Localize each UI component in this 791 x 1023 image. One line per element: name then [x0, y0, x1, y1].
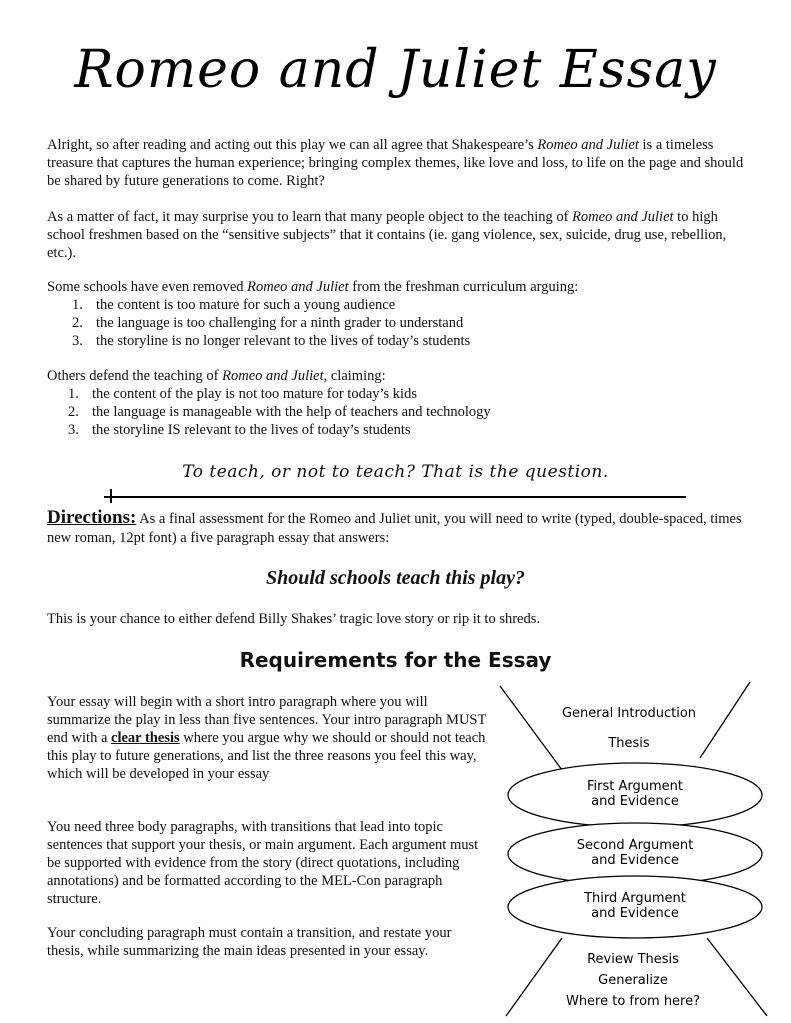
- list-item: [72, 314, 470, 332]
- list-number: 3.: [72, 333, 83, 349]
- essay-question: Should schools teach this play?: [266, 567, 525, 589]
- directions-label: Directions:: [47, 507, 137, 528]
- funnel-left-line: [500, 686, 562, 770]
- funnel-bottom-right-line: [707, 938, 767, 1016]
- divider-tick: [110, 489, 112, 503]
- list-text: the language is too challenging for a ninth grader to understand: [96, 315, 464, 331]
- page-title: Romeo and Juliet Essay: [74, 40, 717, 100]
- text-run: where you argue why we should or should not teach this play to future generations, and list the three reasons you feel this way, which will be developed in your essay: [47, 730, 486, 782]
- diagram-generalize-label: Generalize: [598, 973, 668, 988]
- list-number: 3.: [68, 422, 79, 438]
- text-run: Some schools have even removed: [47, 279, 248, 295]
- diagram-arg3-label: Third Argument: [584, 891, 686, 906]
- requirements-body-paragraph: You need three body paragraphs, with transitions that lead into topic sentences that support your thesis, or main argument. Each argument must be supported with evidence from the story (direct quotations, including annotations) and be formatted according to the MEL-Con paragraph structure.: [47, 819, 479, 907]
- list-text: the content is too mature for such a young audience: [96, 297, 396, 313]
- text-run: Others defend the teaching of: [47, 368, 223, 384]
- diagram-review-label: Review Thesis: [587, 952, 679, 967]
- play-title: Romeo and Juliet: [572, 209, 674, 225]
- diagram-arg1-label: First Argument: [587, 779, 683, 794]
- text-run: Alright, so after reading and acting out this play we can all agree that Shakespeare’s: [47, 137, 538, 153]
- text-run: As a matter of fact, it may surprise you to learn that many people object to the teaching of: [47, 209, 573, 225]
- defend-list: [68, 385, 491, 439]
- directions-paragraph: [47, 508, 747, 548]
- list-number: 2.: [72, 315, 83, 331]
- play-title: Romeo and Juliet,: [222, 368, 328, 384]
- chance-paragraph: This is your chance to either defend Billy Shakes’ tragic love story or rip it to shreds.: [47, 611, 541, 627]
- funnel-bottom-left-line: [506, 938, 562, 1016]
- list-number: 1.: [68, 386, 79, 402]
- clear-thesis-emphasis: clear thesis: [111, 730, 180, 746]
- intro-paragraph-1: [47, 136, 747, 190]
- diagram-arg1-sublabel: and Evidence: [591, 794, 679, 809]
- funnel-right-line: [700, 682, 750, 758]
- list-number: 1.: [72, 297, 83, 313]
- essay-structure-diagram: [492, 678, 772, 1018]
- list-text: the language is manageable with the help of teachers and technology: [92, 404, 491, 420]
- text-run: Your essay will begin with a short intro paragraph where you will summarize the play in less than five sentences. Your intro paragraph MUST end with a: [47, 694, 487, 746]
- list-text: the storyline IS relevant to the lives of today’s students: [92, 422, 411, 438]
- requirements-heading: Requirements for the Essay: [239, 648, 552, 672]
- text-run: claiming:: [327, 368, 386, 384]
- text-run: is a timeless treasure that captures the human experience; bringing complex themes, like love and loss, to life on the page and should be shared by future generations to come. Right?: [47, 137, 744, 189]
- intro-paragraph-2: [47, 208, 747, 262]
- requirements-intro-paragraph: [47, 693, 487, 783]
- diagram-arg3-sublabel: and Evidence: [591, 906, 679, 921]
- tagline-quote: To teach, or not to teach? That is the question.: [182, 462, 609, 482]
- against-list: [72, 296, 470, 350]
- text-run: to high school freshmen based on the “sensitive subjects” that it contains (ie. gang violence, sex, suicide, drug use, rebellion, etc.).: [47, 209, 727, 261]
- list-item: [68, 403, 491, 421]
- list-item: [72, 296, 470, 314]
- list-item: [72, 332, 470, 350]
- divider-line: [104, 496, 686, 498]
- list-text: the content of the play is not too mature for today’s kids: [92, 386, 417, 402]
- diagram-thesis-label: Thesis: [608, 736, 650, 751]
- defend-paragraph: [47, 367, 747, 385]
- requirements-conclusion-paragraph: Your concluding paragraph must contain a transition, and restate your thesis, while summarizing the main ideas presented in your essay.: [47, 925, 452, 959]
- essay-structure-svg: [492, 678, 772, 1018]
- list-item: [68, 421, 491, 439]
- diagram-where-label: Where to from here?: [565, 994, 701, 1009]
- list-item: [68, 385, 491, 403]
- diagram-arg2-label: Second Argument: [576, 838, 694, 853]
- play-title: Romeo and Juliet: [247, 279, 349, 295]
- intro-paragraph-3: [47, 278, 747, 296]
- list-text: the storyline is no longer relevant to the lives of today’s students: [96, 333, 471, 349]
- directions-text: As a final assessment for the Romeo and Juliet unit, you will need to write (typed, double-spaced, times new roman, 12pt font) a five paragraph essay that answers:: [47, 511, 742, 546]
- diagram-intro-label: General Introduction: [561, 706, 697, 721]
- text-run: from the freshman curriculum arguing:: [348, 279, 579, 295]
- diagram-arg2-sublabel: and Evidence: [591, 853, 679, 868]
- list-number: 2.: [68, 404, 79, 420]
- play-title: Romeo and Juliet: [537, 137, 639, 153]
